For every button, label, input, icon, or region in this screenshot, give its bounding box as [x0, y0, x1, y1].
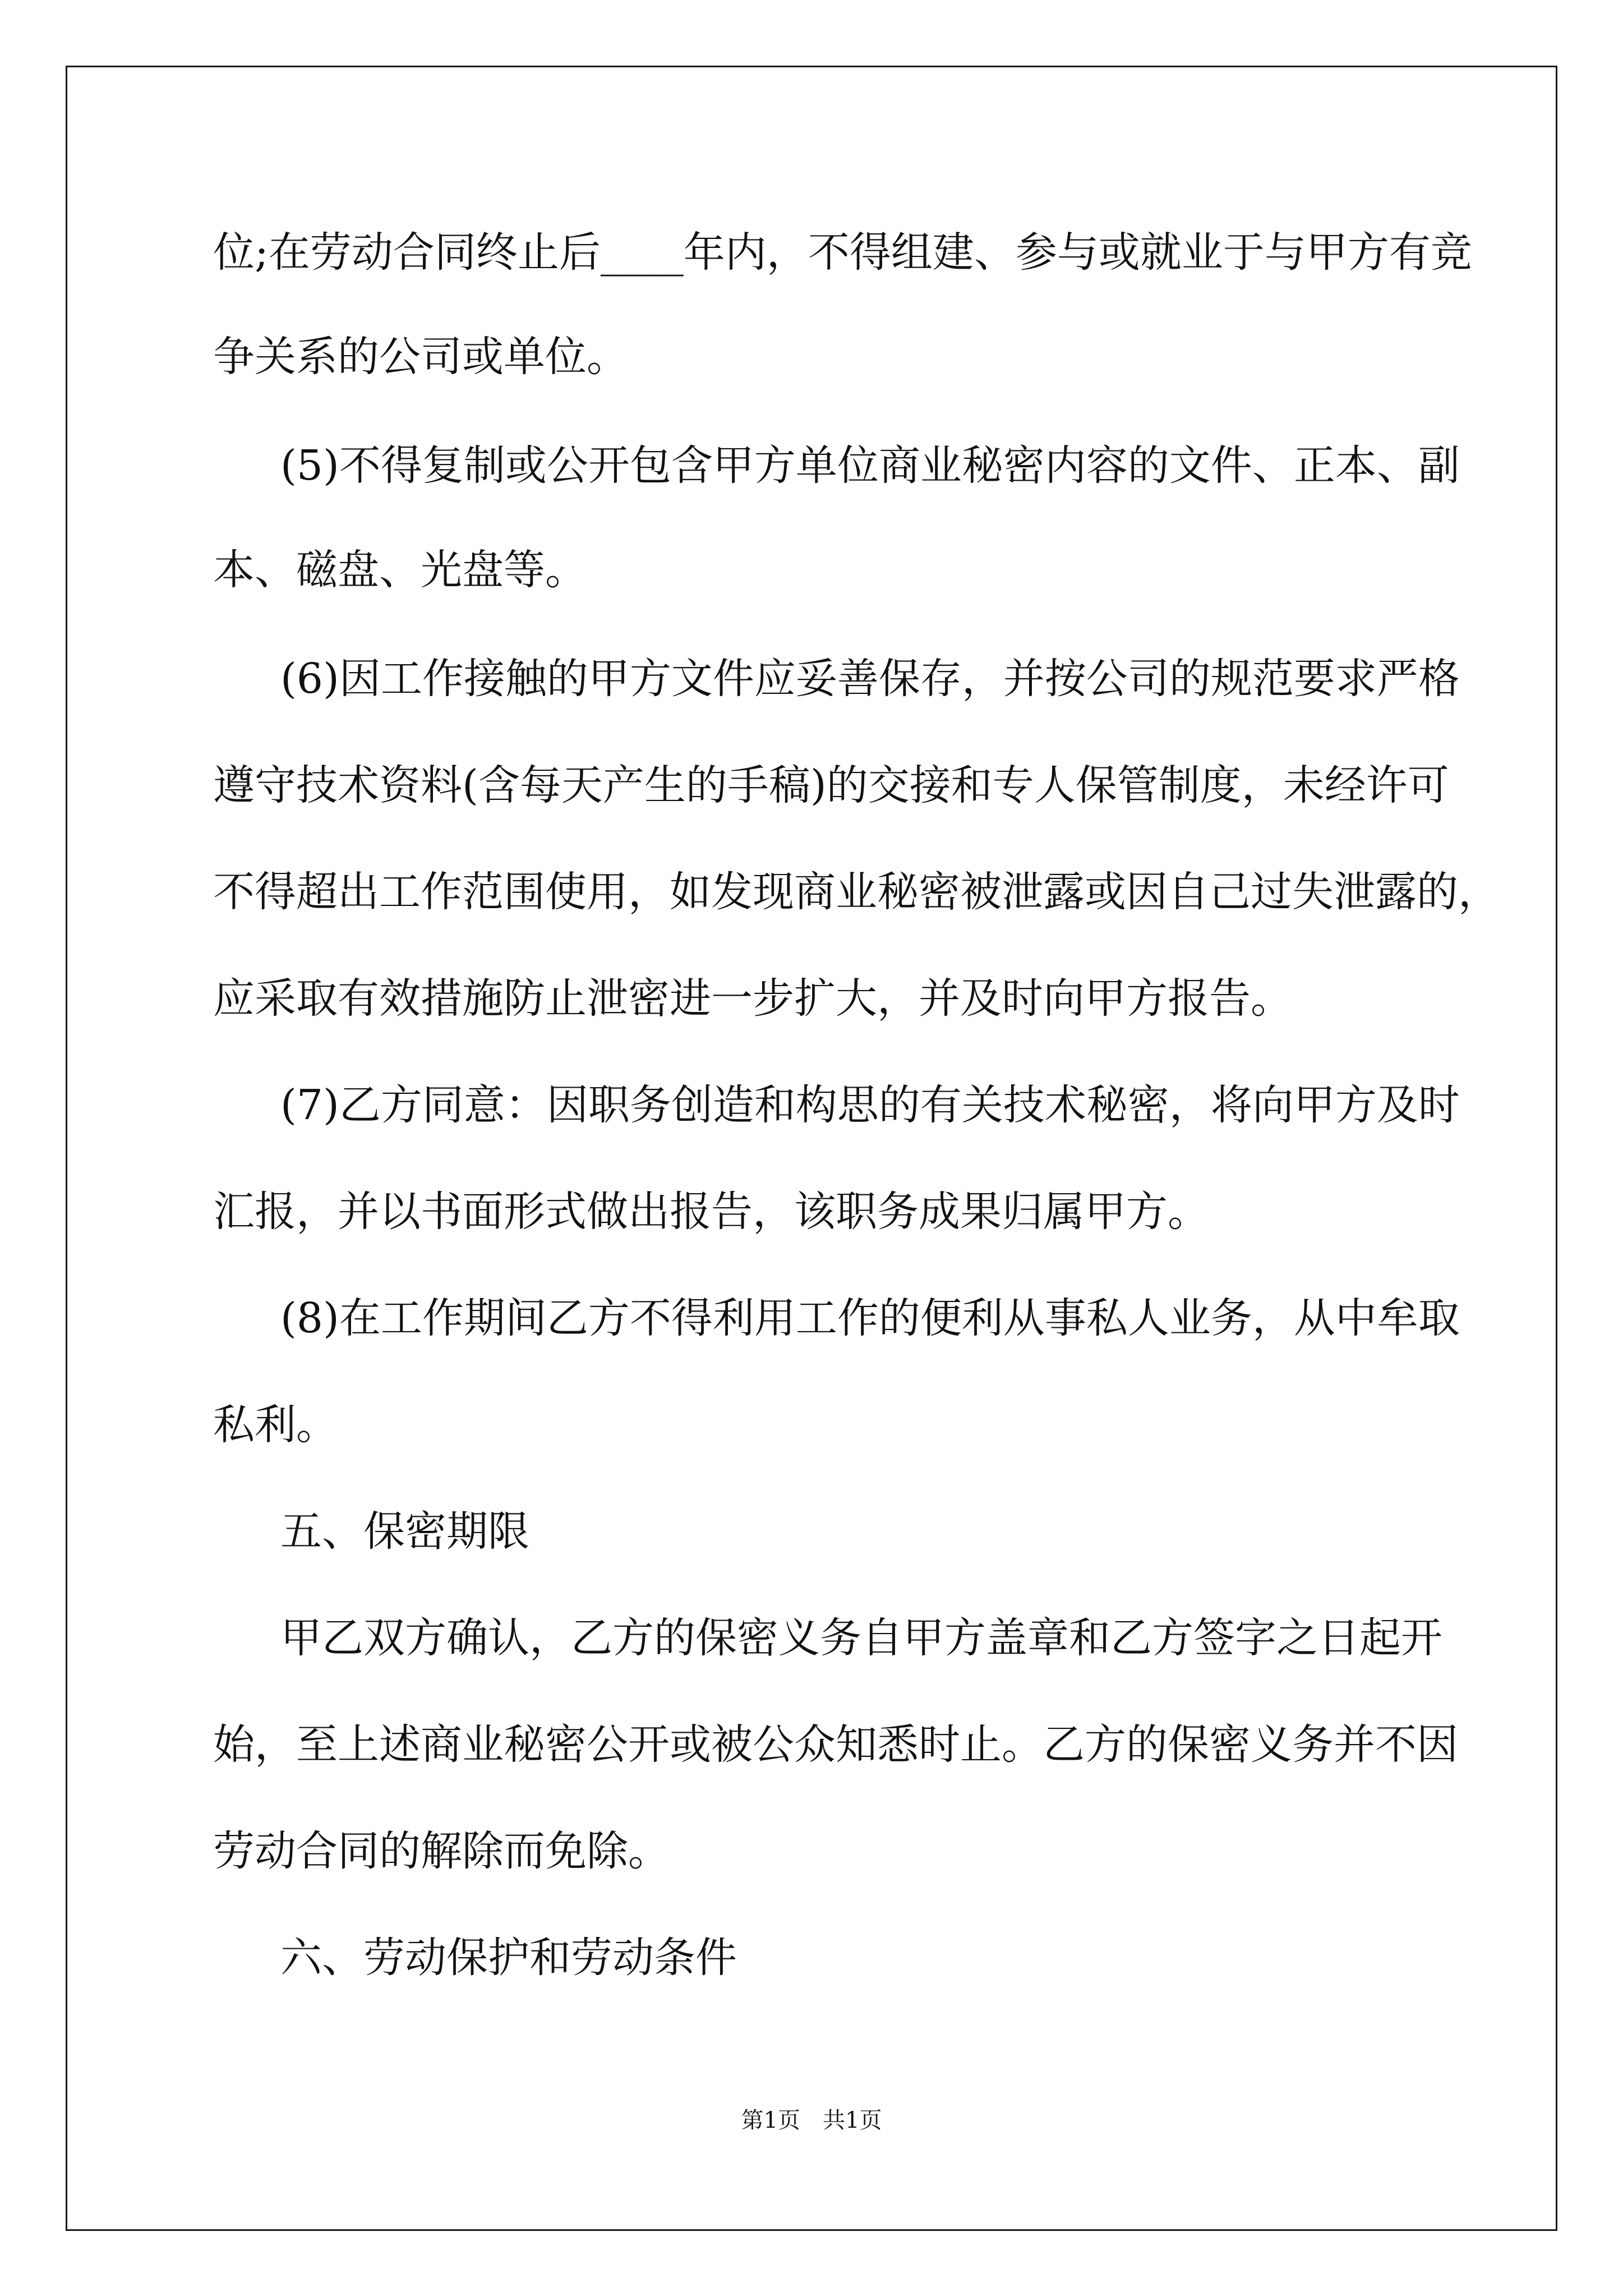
text-line: 汇报，并以书面形式做出报告，该职务成果归属甲方。: [213, 1188, 1209, 1236]
text-line: 劳动合同的解除而免除。: [213, 1827, 670, 1875]
page-border: [66, 66, 1557, 2231]
text-line: 本、磁盘、光盘等。: [213, 546, 587, 594]
text-line: (5)不得复制或公开包含甲方单位商业秘密内容的文件、正本、副: [280, 441, 1460, 490]
text-line: (8)在工作期间乙方不得利用工作的便利从事私人业务，从中牟取: [280, 1294, 1460, 1342]
page-number-footer: 第1页 共1页: [741, 2108, 882, 2133]
text-line: 应采取有效措施防止泄密进一步扩大，并及时向甲方报告。: [213, 974, 1292, 1023]
section-heading: 五、保密期限: [280, 1507, 529, 1556]
text-line: 私利。: [213, 1401, 338, 1449]
text-line: 遵守技术资料(含每天产生的手稿)的交接和专人保管制度，未经许可: [213, 761, 1449, 809]
text-line: 争关系的公司或单位。: [213, 333, 628, 381]
text-line: (7)乙方同意：因职务创造和构思的有关技术秘密，将向甲方及时: [280, 1081, 1460, 1129]
text-line: 不得超出工作范围使用，如发现商业秘密被泄露或因自己过失泄露的，: [213, 868, 1500, 916]
text-line: (6)因工作接触的甲方文件应妥善保存，并按公司的规范要求严格: [280, 655, 1460, 703]
section-heading: 六、劳动保护和劳动条件: [280, 1934, 737, 1982]
text-line: 位;在劳动合同终止后____年内，不得组建、参与或就业于与甲方有竞: [213, 228, 1472, 277]
text-line: 始，至上述商业秘密公开或被公众知悉时止。乙方的保密义务并不因: [213, 1720, 1458, 1769]
text-line: 甲乙双方确认，乙方的保密义务自甲方盖章和乙方签字之日起开: [280, 1614, 1442, 1662]
